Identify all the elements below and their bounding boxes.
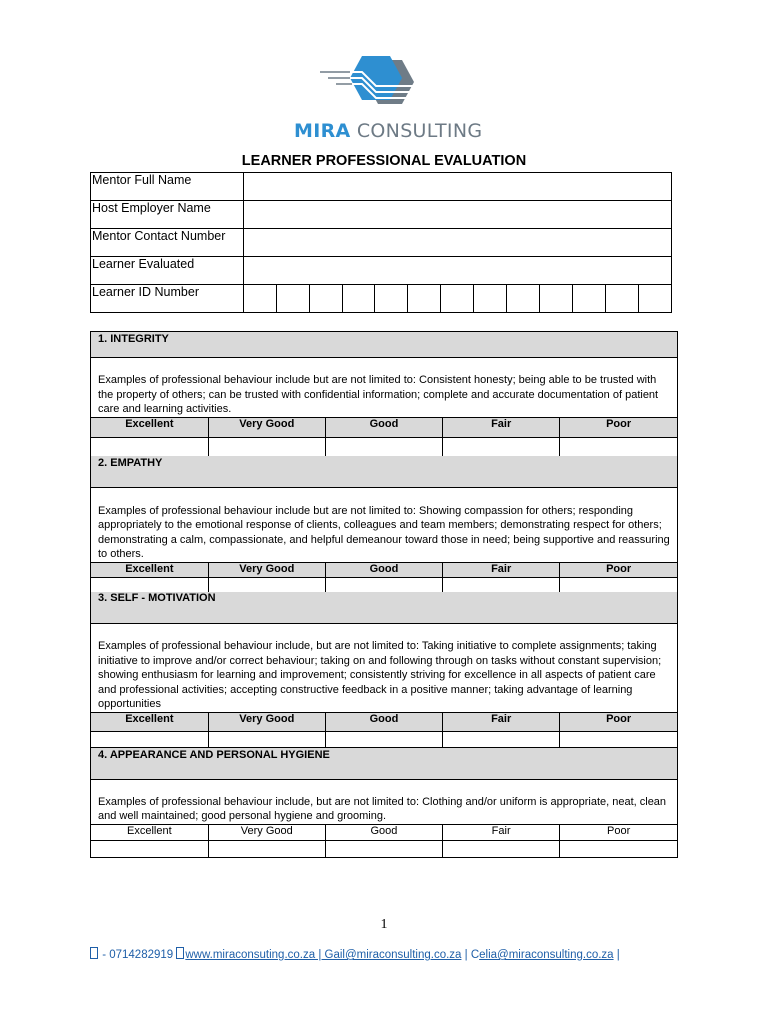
rating-label-poor: Poor (560, 713, 677, 732)
rating-input-row (91, 732, 677, 748)
section-description (91, 358, 677, 417)
id-digit-box[interactable] (638, 285, 671, 313)
rating-header-row (91, 563, 677, 578)
logo-brand-bold: MIRA (294, 120, 351, 142)
section-integrity (90, 331, 678, 457)
rating-label-very-good: Very Good (208, 713, 325, 732)
footer-email-celia-link[interactable]: elia@miraconsulting.co.za (479, 949, 614, 961)
rating-cell-excellent[interactable] (91, 438, 208, 457)
rating-cell-fair[interactable] (443, 732, 560, 748)
rating-cell-fair[interactable] (443, 578, 560, 593)
footer-email-gail-link[interactable]: Gail@miraconsulting.co.za (324, 949, 462, 961)
rating-label-good: Good (325, 713, 442, 732)
rating-label-excellent: Excellent (91, 713, 208, 732)
footer-separator: | (461, 949, 471, 961)
section-description-text: Examples of professional behaviour include, but are not limited to: Taking initiative to complete assignments; taking initiative to improve and/or correct behaviour; taking on and following through on tasks without constant supervision; showing enthusiasm for learning and improvement; consistently striving for excellence in all aspects of patient care and professional activities; accepting constructive feedback in a positive manner; taking advantage of learning opportunities (98, 640, 662, 711)
rating-label-good: Good (325, 825, 442, 841)
info-label-learner-evaluated: Learner Evaluated (91, 257, 244, 285)
id-digit-box[interactable] (309, 285, 342, 313)
rating-cell-good[interactable] (325, 732, 442, 748)
rating-cell-poor[interactable] (560, 841, 677, 858)
id-digit-box[interactable] (573, 285, 606, 313)
section-appearance-hygiene (90, 748, 678, 858)
host-employer-field[interactable] (243, 201, 671, 229)
section-description-text: Examples of professional behaviour include but are not limited to: Consistent honesty; being able to be trusted with the property of others; can be trusted with confidential information; complete and accurate documentation of patient care and learning activities. (98, 374, 659, 416)
info-row (91, 173, 672, 201)
id-digit-box[interactable] (507, 285, 540, 313)
rating-label-very-good: Very Good (208, 418, 325, 438)
rating-cell-very-good[interactable] (208, 732, 325, 748)
learner-info-table (90, 172, 672, 313)
document-title: LEARNER PROFESSIONAL EVALUATION (241, 153, 527, 169)
section-heading: 1. INTEGRITY (91, 332, 677, 358)
info-row (91, 285, 672, 313)
rating-cell-good[interactable] (325, 438, 442, 457)
rating-cell-poor[interactable] (560, 578, 677, 593)
info-label-host-employer: Host Employer Name (91, 201, 244, 229)
id-digit-box[interactable] (243, 285, 276, 313)
rating-label-fair: Fair (443, 713, 560, 732)
rating-header-row (91, 418, 677, 438)
rating-input-row (91, 438, 677, 457)
rating-label-good: Good (325, 418, 442, 438)
footer-contact (90, 947, 620, 961)
rating-table (91, 824, 677, 858)
rating-label-fair: Fair (443, 418, 560, 438)
rating-cell-fair[interactable] (443, 438, 560, 457)
rating-label-excellent: Excellent (91, 825, 208, 841)
id-digit-box[interactable] (408, 285, 441, 313)
rating-header-row (91, 713, 677, 732)
section-description-text: Examples of professional behaviour include but are not limited to: Showing compassion for others; responding appropriately to the emotional response of clients, colleagues and team members; demonstrating respect for others; demonstrating a calm, compassionate, and helpful demeanour toward those in need; being supportive and reassuring to others. (98, 504, 670, 561)
rating-table (91, 417, 677, 457)
learner-evaluated-field[interactable] (243, 257, 671, 285)
rating-label-excellent: Excellent (91, 418, 208, 438)
info-label-mentor-contact: Mentor Contact Number (91, 229, 244, 257)
footer-website-link[interactable]: www.miraconsuting.co.za | (185, 949, 325, 961)
section-self-motivation (90, 592, 678, 748)
mentor-contact-field[interactable] (243, 229, 671, 257)
rating-cell-very-good[interactable] (208, 841, 325, 858)
company-logo (290, 50, 483, 142)
rating-cell-poor[interactable] (560, 438, 677, 457)
id-digit-box[interactable] (474, 285, 507, 313)
section-description (91, 624, 677, 712)
rating-label-very-good: Very Good (208, 563, 325, 578)
page-number: 1 (380, 917, 388, 932)
rating-label-poor: Poor (560, 563, 677, 578)
web-icon (176, 947, 184, 959)
hexagon-logo-icon (318, 54, 438, 116)
rating-cell-good[interactable] (325, 841, 442, 858)
phone-icon (90, 947, 98, 959)
info-row (91, 257, 672, 285)
mentor-name-field[interactable] (243, 173, 671, 201)
rating-cell-excellent[interactable] (91, 578, 208, 593)
rating-cell-poor[interactable] (560, 732, 677, 748)
rating-header-row (91, 825, 677, 841)
rating-label-poor: Poor (560, 418, 677, 438)
id-digit-box[interactable] (375, 285, 408, 313)
info-label-learner-id: Learner ID Number (91, 285, 244, 313)
rating-table (91, 712, 677, 748)
id-digit-box[interactable] (276, 285, 309, 313)
rating-cell-excellent[interactable] (91, 841, 208, 858)
rating-cell-very-good[interactable] (208, 578, 325, 593)
section-heading: 3. SELF - MOTIVATION (91, 592, 677, 624)
footer-trailing-separator: | (613, 949, 620, 961)
section-heading: 2. EMPATHY (91, 456, 677, 488)
id-digit-box[interactable] (342, 285, 375, 313)
rating-input-row (91, 578, 677, 593)
rating-cell-excellent[interactable] (91, 732, 208, 748)
id-digit-box[interactable] (540, 285, 573, 313)
rating-label-excellent: Excellent (91, 563, 208, 578)
info-label-mentor-name: Mentor Full Name (91, 173, 244, 201)
id-digit-box[interactable] (606, 285, 639, 313)
rating-cell-fair[interactable] (443, 841, 560, 858)
section-description (91, 780, 677, 824)
section-empathy (90, 456, 678, 593)
info-row (91, 201, 672, 229)
rating-table (91, 562, 677, 593)
rating-input-row (91, 841, 677, 858)
section-description-text: Examples of professional behaviour include, but are not limited to: Clothing and/or uniform is appropriate, neat, clean and well maintained; good personal hygiene and grooming. (98, 795, 667, 823)
rating-cell-good[interactable] (325, 578, 442, 593)
rating-cell-very-good[interactable] (208, 438, 325, 457)
logo-wordmark (294, 120, 482, 142)
rating-label-very-good: Very Good (208, 825, 325, 841)
rating-label-fair: Fair (443, 825, 560, 841)
rating-label-good: Good (325, 563, 442, 578)
logo-brand-rest: CONSULTING (350, 120, 483, 142)
section-heading: 4. APPEARANCE AND PERSONAL HYGIENE (91, 748, 677, 780)
footer-email-celia-initial: C (470, 949, 480, 961)
info-row (91, 229, 672, 257)
id-digit-box[interactable] (441, 285, 474, 313)
footer-phone: - 0714282919 (99, 949, 177, 961)
rating-label-fair: Fair (443, 563, 560, 578)
section-description (91, 488, 677, 562)
rating-label-poor: Poor (560, 825, 677, 841)
